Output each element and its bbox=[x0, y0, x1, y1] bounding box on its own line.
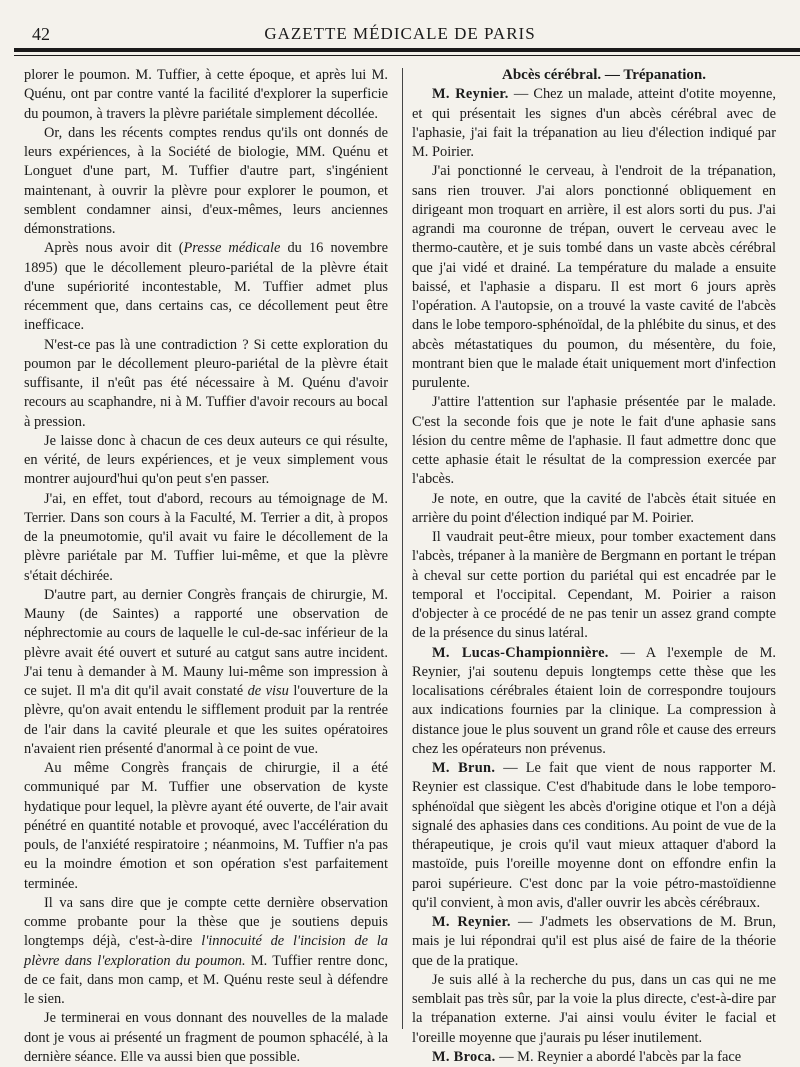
emphasis: de visu bbox=[247, 683, 289, 699]
speaker-name: M. Lucas-Championnière. bbox=[432, 644, 609, 661]
emphasis: l'innocuité de l'incision de la plèvre dans l'exploration du poumon. bbox=[24, 933, 388, 969]
paragraph: Je terminerai en vous donnant des nouvelles de la malade dont je vous ai présenté un fragment de poumon sphacélé, à la dernière séance. Elle va aussi bien que possible. bbox=[24, 1010, 388, 1065]
page-number: 42 bbox=[32, 24, 50, 44]
speaker-name: M. Brun. bbox=[432, 760, 496, 776]
header-rule-thick bbox=[14, 48, 800, 52]
speaker-name: M. Reynier. bbox=[432, 86, 509, 103]
journal-title: GAZETTE MÉDICALE DE PARIS bbox=[264, 24, 536, 43]
paragraph: Au même Congrès français de chirurgie, il a été communiqué par M. Tuffier une observation de kyste hydatique pour lequel, la plèvre ayant été ouverte, de l'air avait pénétré en quantité notable et provoqué, avec l'accélération du pouls, de l'anxiété respiratoire ; néanmoins, M. Tuffier n'a pas eu la moindre émotion et son opération s'est parfaitement terminée. bbox=[24, 760, 388, 892]
section-heading: Abcès cérébral. — Trépanation. bbox=[501, 67, 706, 83]
left-column bbox=[24, 66, 388, 1065]
paragraph: Je laisse donc à chacun de ces deux auteurs ce qui résulte, en vérité, de leurs expériences, et je veux simplement vous montrer aujourd'hui qu'on peut s'en passer. bbox=[24, 432, 388, 488]
paragraph: Or, dans les récents comptes rendus qu'ils ont donnés de leurs expériences, à la Société de biologie, MM. Quénu et Longuet d'une part, M. Tuffier d'autre part, s'ingénient maintenant, à ouvrir la plèvre pour explorer le poumon, et semblent condamner ainsi, d'eux-mêmes, leurs anciennes démonstrations. bbox=[24, 124, 388, 237]
running-head bbox=[22, 10, 778, 44]
column-divider bbox=[402, 68, 403, 1029]
paragraph: J'ai, en effet, tout d'abord, recours au témoignage de M. Terrier. Dans son cours à la Faculté, M. Terrier a dit, à propos de la pneumotomie, qu'il avait vu faire le décollement de la plèvre pariétale par M. Tuffier lui-même, et que la plèvre s'était déchirée. bbox=[24, 490, 388, 584]
paragraph: J'ai ponctionné le cerveau, à l'endroit de la trépanation, sans rien trouver. J'ai alors ponctionné obliquement en dirigeant mon troquart en arrière, il est alors sorti du pus. J'ai agrandi ma couronne de trépan, ouvert le cerveau avec le thermo-cautère, et je suis tombé dans un vaste abcès cérébral que j'ai vidé et drainé. La température du malade a ensuite baissé, et l'aphasie a disparu. Il est mort 6 jours après l'opération. A l'autopsie, on a trouvé la vaste cavité de l'abcès dans le lobe temporo-sphénoïdal, de la phlébite du sinus, et des abcès métastatiques du poumon, du mésentère, du foie, montrant bien que le malade était uniquement mort d'infection purulente. bbox=[412, 163, 776, 391]
right-column bbox=[412, 66, 776, 1065]
paragraph: M. Reynier. — Chez un malade, atteint d'otite moyenne, et qui présentait les signes d'un abcès cérébral avec de l'aphasie, j'ai fait la trépanation au lieu d'élection indiqué par M. Poirier. bbox=[412, 86, 776, 160]
paragraph: Après nous avoir dit (Presse médicale du 16 novembre 1895) que le décollement pleuro-pariétal de la plèvre était d'une supériorité incontestable, M. Tuffier admet plus récemment que, dans certains cas, ce décollement peut être inefficace. bbox=[24, 240, 388, 334]
paragraph: D'autre part, au dernier Congrès français de chirurgie, M. Mauny (de Saintes) a rapporté une observation de néphrectomie au cours de laquelle le cul-de-sac inférieur de la plèvre avait été ouvert et suturé au catgut sans autre incident. J'ai tenu à demander à M. Mauny lui-même son impression à ce sujet. Il m'a dit qu'il avait constaté de visu l'ouverture de la plèvre, qu'on avait entendu le sifflement produit par la rentrée de l'air dans la cavité pleurale et que les suites opératoires n'avaient rien présenté d'anormal à ce point de vue. bbox=[24, 586, 388, 757]
speaker-name: M. Broca. bbox=[432, 1048, 496, 1065]
paragraph: M. Lucas-Championnière. — A l'exemple de M. Reynier, j'ai soutenu depuis longtemps cette thèse que les localisations cérébrales étaient loin de correspondre toujours aux indications fournies par la clinique. La compression à distance joue le plus souvent un grand rôle et cause des erreurs chez les opérateurs non prévenus. bbox=[412, 644, 776, 757]
paragraph: M. Reynier. — J'admets les observations de M. Brun, mais je lui répondrai qu'il est plus aisé de faire de la théorie que de la pratique. bbox=[412, 914, 776, 969]
paragraph: Je suis allé à la recherche du pus, dans un cas qui ne me semblait pas très sûr, par la voie la plus directe, c'est-à-dire par la trépanation externe. J'ai ainsi voulu éviter le facial et l'oreille moyenne que j'aurais pu léser inutilement. bbox=[412, 971, 776, 1046]
paragraph: M. Brun. — Le fait que vient de nous rapporter M. Reynier est classique. C'est d'habitude dans le lobe temporo-sphénoïdal que siègent les abcès d'origine otique et l'on a déjà signalé des aphasies dans ces conditions. Au point de vue de la thérapeutique, je crois qu'il vaut mieux attaquer d'abord la mastoïde, puis l'oreille moyenne dont on effondre enfin la paroi supérieure. C'est donc par la voie pétro-mastoïdienne qu'il convient, à mon avis, d'aller ouvrir les abcès cérébraux. bbox=[412, 760, 776, 911]
paragraph: N'est-ce pas là une contradiction ? Si cette exploration du poumon par le décollement pleuro-pariétal de la plèvre était suffisante, il n'eût pas été nécessaire à M. Quénu d'avoir recours au scaphandre, ni à M. Tuffier d'avoir recours au bocal à pression. bbox=[24, 336, 388, 430]
speaker-name: M. Reynier. bbox=[432, 914, 511, 930]
text-columns bbox=[24, 66, 776, 1065]
header-rule-thin bbox=[14, 55, 800, 56]
paragraph: M. Broca. — M. Reynier a abordé l'abcès par la face bbox=[432, 1048, 742, 1065]
emphasis: Presse médicale bbox=[183, 240, 281, 257]
paragraph: plorer le poumon. M. Tuffier, à cette époque, et après lui M. Quénu, ont par contre vanté la facilité d'explorer la superficie du poumon, à travers la plèvre pariétale simplement décollée. bbox=[24, 67, 388, 122]
paragraph: Il vaudrait peut-être mieux, pour tomber exactement dans l'abcès, trépaner à la manière de Bergmann en portant le trépan à cheval sur cette portion du pariétal qui est encadrée par le temporal et l'occipital. Cependant, M. Poirier a raison d'objecter à ce procédé de ne pas tenir un assez grand compte de la présence du sinus latéral. bbox=[412, 529, 776, 642]
paragraph: Je note, en outre, que la cavité de l'abcès était située en arrière du point d'élection indiqué par M. Poirier. bbox=[412, 490, 776, 526]
paragraph: J'attire l'attention sur l'aphasie présentée par le malade. C'est la seconde fois que je note le fait d'une aphasie sans lésion du centre même de l'aphasie. Il faut admettre donc que cette aphasie était le résultat de la compression exercée par l'abcès. bbox=[412, 394, 776, 488]
paragraph: Il va sans dire que je compte cette dernière observation comme probante pour la thèse que je soutiens depuis longtemps déjà, c'est-à-dire l'innocuité de l'incision de la plèvre dans l'exploration du poumon. M. Tuffier rentre donc, de ce fait, dans mon camp, et M. Quénu reste seul à défendre le sien. bbox=[24, 894, 388, 1007]
